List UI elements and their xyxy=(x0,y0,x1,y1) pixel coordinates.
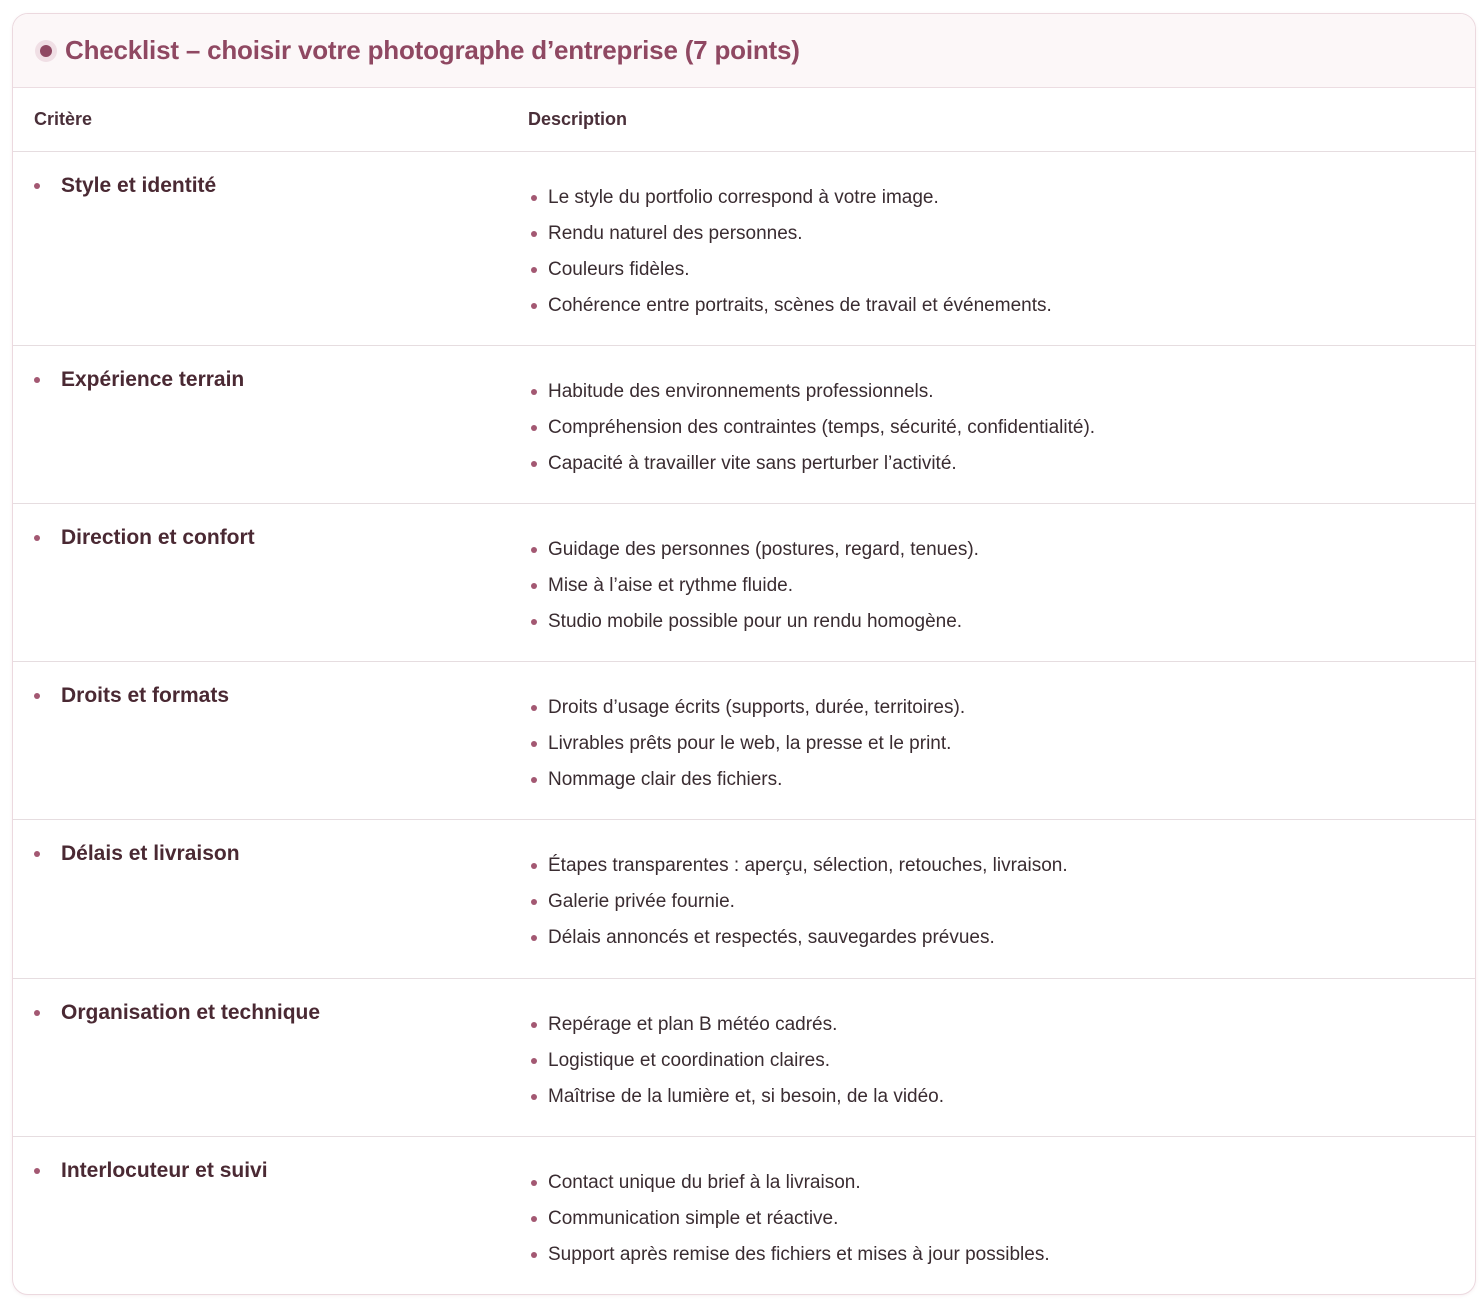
list-item xyxy=(531,252,1052,288)
bullet-icon xyxy=(531,583,537,589)
bullet-icon xyxy=(531,231,537,237)
description-text: Le style du portfolio correspond à votre image. xyxy=(548,187,939,208)
column-header-criterion: Critère xyxy=(34,109,93,129)
bullet-icon xyxy=(531,1216,537,1222)
description-text: Couleurs fidèles. xyxy=(548,259,690,280)
table-row xyxy=(13,979,1475,1137)
description-text: Nommage clair des fichiers. xyxy=(548,769,783,790)
bullet-icon xyxy=(34,377,40,383)
description-text: Logistique et coordination claires. xyxy=(548,1050,831,1071)
description-text: Habitude des environnements professionnels. xyxy=(548,381,934,402)
bullet-icon xyxy=(531,1058,537,1064)
table-row xyxy=(13,1137,1475,1293)
list-item xyxy=(531,446,1095,482)
list-item xyxy=(531,288,1052,324)
bullet-icon xyxy=(531,389,537,395)
bullet-icon xyxy=(531,863,537,869)
list-item xyxy=(531,1079,944,1115)
description-text: Compréhension des contraintes (temps, sécurité, confidentialité). xyxy=(548,417,1096,438)
criterion-cell xyxy=(34,684,229,708)
description-text: Droits d’usage écrits (supports, durée, territoires). xyxy=(548,697,966,718)
criterion-cell xyxy=(34,368,244,392)
description-text: Contact unique du brief à la livraison. xyxy=(548,1172,861,1193)
description-text: Communication simple et réactive. xyxy=(548,1208,839,1229)
list-item xyxy=(531,410,1095,446)
description-text: Capacité à travailler vite sans perturber l’activité. xyxy=(548,453,957,474)
description-list xyxy=(531,374,1095,482)
description-list xyxy=(531,848,1068,956)
bullet-icon xyxy=(531,619,537,625)
list-item xyxy=(531,568,979,604)
criterion-cell xyxy=(34,526,255,550)
description-text: Support après remise des fichiers et mises à jour possibles. xyxy=(548,1244,1050,1265)
bullet-icon xyxy=(531,935,537,941)
criterion-cell xyxy=(34,1159,268,1183)
table-row xyxy=(13,152,1475,346)
description-list xyxy=(531,1007,944,1115)
table-row xyxy=(13,662,1475,820)
list-item xyxy=(531,848,1068,884)
list-item xyxy=(531,920,1068,956)
checklist-card xyxy=(12,13,1476,1295)
table-body xyxy=(13,152,1475,1293)
table-header xyxy=(13,88,1475,152)
criterion-label: Organisation et technique xyxy=(61,1001,321,1024)
list-item xyxy=(531,884,1068,920)
list-item xyxy=(531,1043,944,1079)
list-item xyxy=(531,180,1052,216)
criterion-label: Expérience terrain xyxy=(61,368,245,391)
table-row xyxy=(13,820,1475,979)
bullet-icon xyxy=(34,535,40,541)
bullet-icon xyxy=(531,303,537,309)
bullet-icon xyxy=(34,1168,40,1174)
description-list xyxy=(531,532,979,640)
bullet-icon xyxy=(34,851,40,857)
table-row xyxy=(13,504,1475,662)
bullet-icon xyxy=(531,705,537,711)
list-item xyxy=(531,1237,1050,1273)
list-item xyxy=(531,532,979,568)
description-text: Guidage des personnes (postures, regard, tenues). xyxy=(548,539,979,560)
list-item xyxy=(531,374,1095,410)
bullet-icon xyxy=(531,1252,537,1258)
criterion-cell xyxy=(34,174,216,198)
description-text: Livrables prêts pour le web, la presse et le print. xyxy=(548,733,952,754)
bullet-icon xyxy=(531,1094,537,1100)
description-text: Maîtrise de la lumière et, si besoin, de la vidéo. xyxy=(548,1086,945,1107)
bullet-icon xyxy=(531,195,537,201)
bullet-icon xyxy=(531,547,537,553)
description-list xyxy=(531,1165,1050,1273)
description-text: Cohérence entre portraits, scènes de travail et événements. xyxy=(548,295,1052,316)
list-item xyxy=(531,1201,1050,1237)
description-text: Délais annoncés et respectés, sauvegardes prévues. xyxy=(548,927,995,948)
bullet-icon xyxy=(531,1022,537,1028)
bullet-icon xyxy=(531,425,537,431)
description-text: Étapes transparentes : aperçu, sélection, retouches, livraison. xyxy=(548,855,1068,876)
criterion-label: Délais et livraison xyxy=(61,842,240,865)
criterion-label: Style et identité xyxy=(61,174,217,197)
card-header xyxy=(13,14,1475,88)
criterion-label: Direction et confort xyxy=(61,526,255,549)
description-text: Studio mobile possible pour un rendu homogène. xyxy=(548,611,963,632)
list-item xyxy=(531,216,1052,252)
bullet-icon xyxy=(531,267,537,273)
bullet-icon xyxy=(531,777,537,783)
bullet-icon xyxy=(34,693,40,699)
criterion-label: Interlocuteur et suivi xyxy=(61,1159,268,1182)
list-item xyxy=(531,1007,944,1043)
description-text: Repérage et plan B météo cadrés. xyxy=(548,1014,838,1035)
list-item xyxy=(531,762,965,798)
description-text: Rendu naturel des personnes. xyxy=(548,223,803,244)
list-item xyxy=(531,690,965,726)
column-header-description: Description xyxy=(528,109,628,129)
bullet-icon xyxy=(531,1180,537,1186)
description-list xyxy=(531,690,965,798)
bullet-icon xyxy=(531,741,537,747)
bullet-icon xyxy=(531,899,537,905)
list-item xyxy=(531,1165,1050,1201)
criterion-cell xyxy=(34,842,240,866)
description-list xyxy=(531,180,1052,324)
list-item xyxy=(531,726,965,762)
table-row xyxy=(13,346,1475,504)
list-item xyxy=(531,604,979,640)
page-title: Checklist – choisir votre photographe d’entreprise (7 points) xyxy=(65,35,800,65)
bullet-icon xyxy=(531,461,537,467)
bullet-icon xyxy=(34,1010,40,1016)
bullet-icon xyxy=(34,183,40,189)
criterion-cell xyxy=(34,1001,320,1025)
criterion-label: Droits et formats xyxy=(61,684,230,707)
description-text: Mise à l’aise et rythme fluide. xyxy=(548,575,793,596)
bullet-dot-icon xyxy=(35,40,57,62)
description-text: Galerie privée fournie. xyxy=(548,891,735,912)
